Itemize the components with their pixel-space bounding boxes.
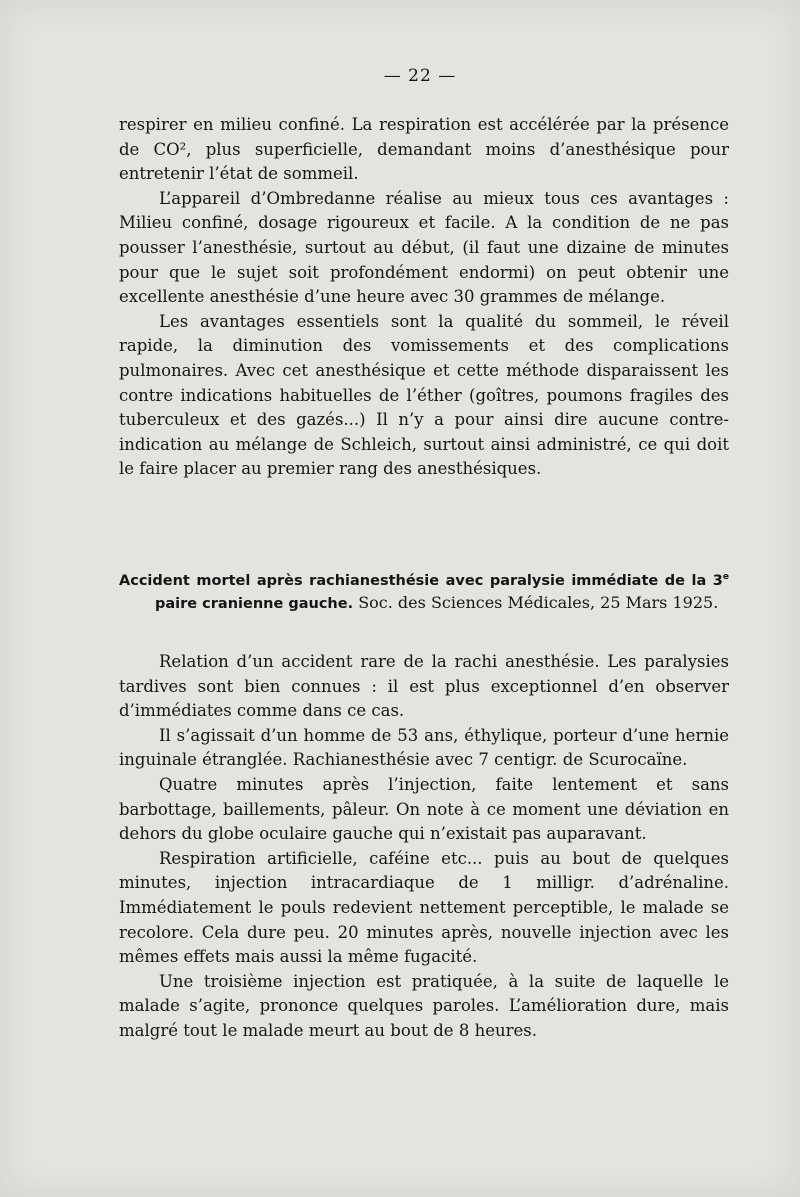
paragraph-respiration: Respiration artificielle, caféine etc... puis au bout de quelques minutes, injection intracardiaque de 1 milligr. d’adrénaline. Immédiatement le pouls redevient nettement perceptible, le malade se recolore. Cela dure peu. 20 minutes après, nouvelle injection avec les mêmes effets mais aussi la même fugacité. (119, 848, 729, 967)
article-title-part1: Accident mortel après rachianesthésie avec paralysie immédiate de la 3 (119, 572, 723, 589)
article-heading-text (119, 567, 729, 616)
paragraph-continuation: respirer en milieu confiné. La respiration est accélérée par la présence de CO², plus superficielle, demandant moins d’anesthésique pour entretenir l’état de sommeil. (119, 115, 729, 184)
article-title-superscript: e (722, 572, 729, 582)
article-source: Soc. des Sciences Médicales, 25 Mars 1925. (358, 593, 719, 613)
article-title-part2: paire cranienne gauche. (155, 596, 354, 613)
paragraph-injection: Quatre minutes après l’injection, faite lentement et sans barbottage, baillements, pâleur. On note à ce moment une déviation en dehors du globe oculaire gauche qui n’existait pas auparavant. (119, 774, 729, 844)
article-heading (119, 567, 729, 616)
paragraph-relation: Relation d’un accident rare de la rachi anesthésie. Les paralysies tardives sont bien connues : il est plus exceptionnel d’en observer d’immédiates comme dans ce cas. (119, 652, 729, 721)
paragraph-outcome: Une troisième injection est pratiquée, à la suite de laquelle le malade s’agite, prononce quelques paroles. L’amélioration dure, mais malgré tout le malade meurt au bout de 8 heures. (119, 971, 729, 1040)
article-body (119, 650, 729, 1044)
paragraph-patient: Il s’agissait d’un homme de 53 ans, éthylique, porteur d’une hernie inguinale étranglée. Rachianesthésie avec 7 centigr. de Scurocaïne. (119, 725, 729, 770)
top-section (119, 113, 729, 482)
paragraph-advantages: Les avantages essentiels sont la qualité du sommeil, le réveil rapide, la diminution des vomissements et des complications pulmonaires. Avec cet anesthésique et cette méthode disparaissent les contre indications habituelles de l’éther (goîtres, poumons fragiles des tuberculeux et des gazés...) Il n’y a pour ainsi dire aucune contre-indication au mélange de Schleich, surtout ainsi administré, ce qui doit le faire placer au premier rang des anesthésiques. (119, 311, 729, 479)
paragraph-ombredanne: L’appareil d’Ombredanne réalise au mieux tous ces avantages : Milieu confiné, dosage rigoureux et facile. A la condition de ne pas pousser l’anesthésie, surtout au début, (il faut une dizaine de minutes pour que le sujet soit profondément endormi) on peut obtenir une excellente anesthésie d’une heure avec 30 grammes de mélange. (119, 188, 729, 307)
page-number: — 22 — (383, 66, 457, 86)
